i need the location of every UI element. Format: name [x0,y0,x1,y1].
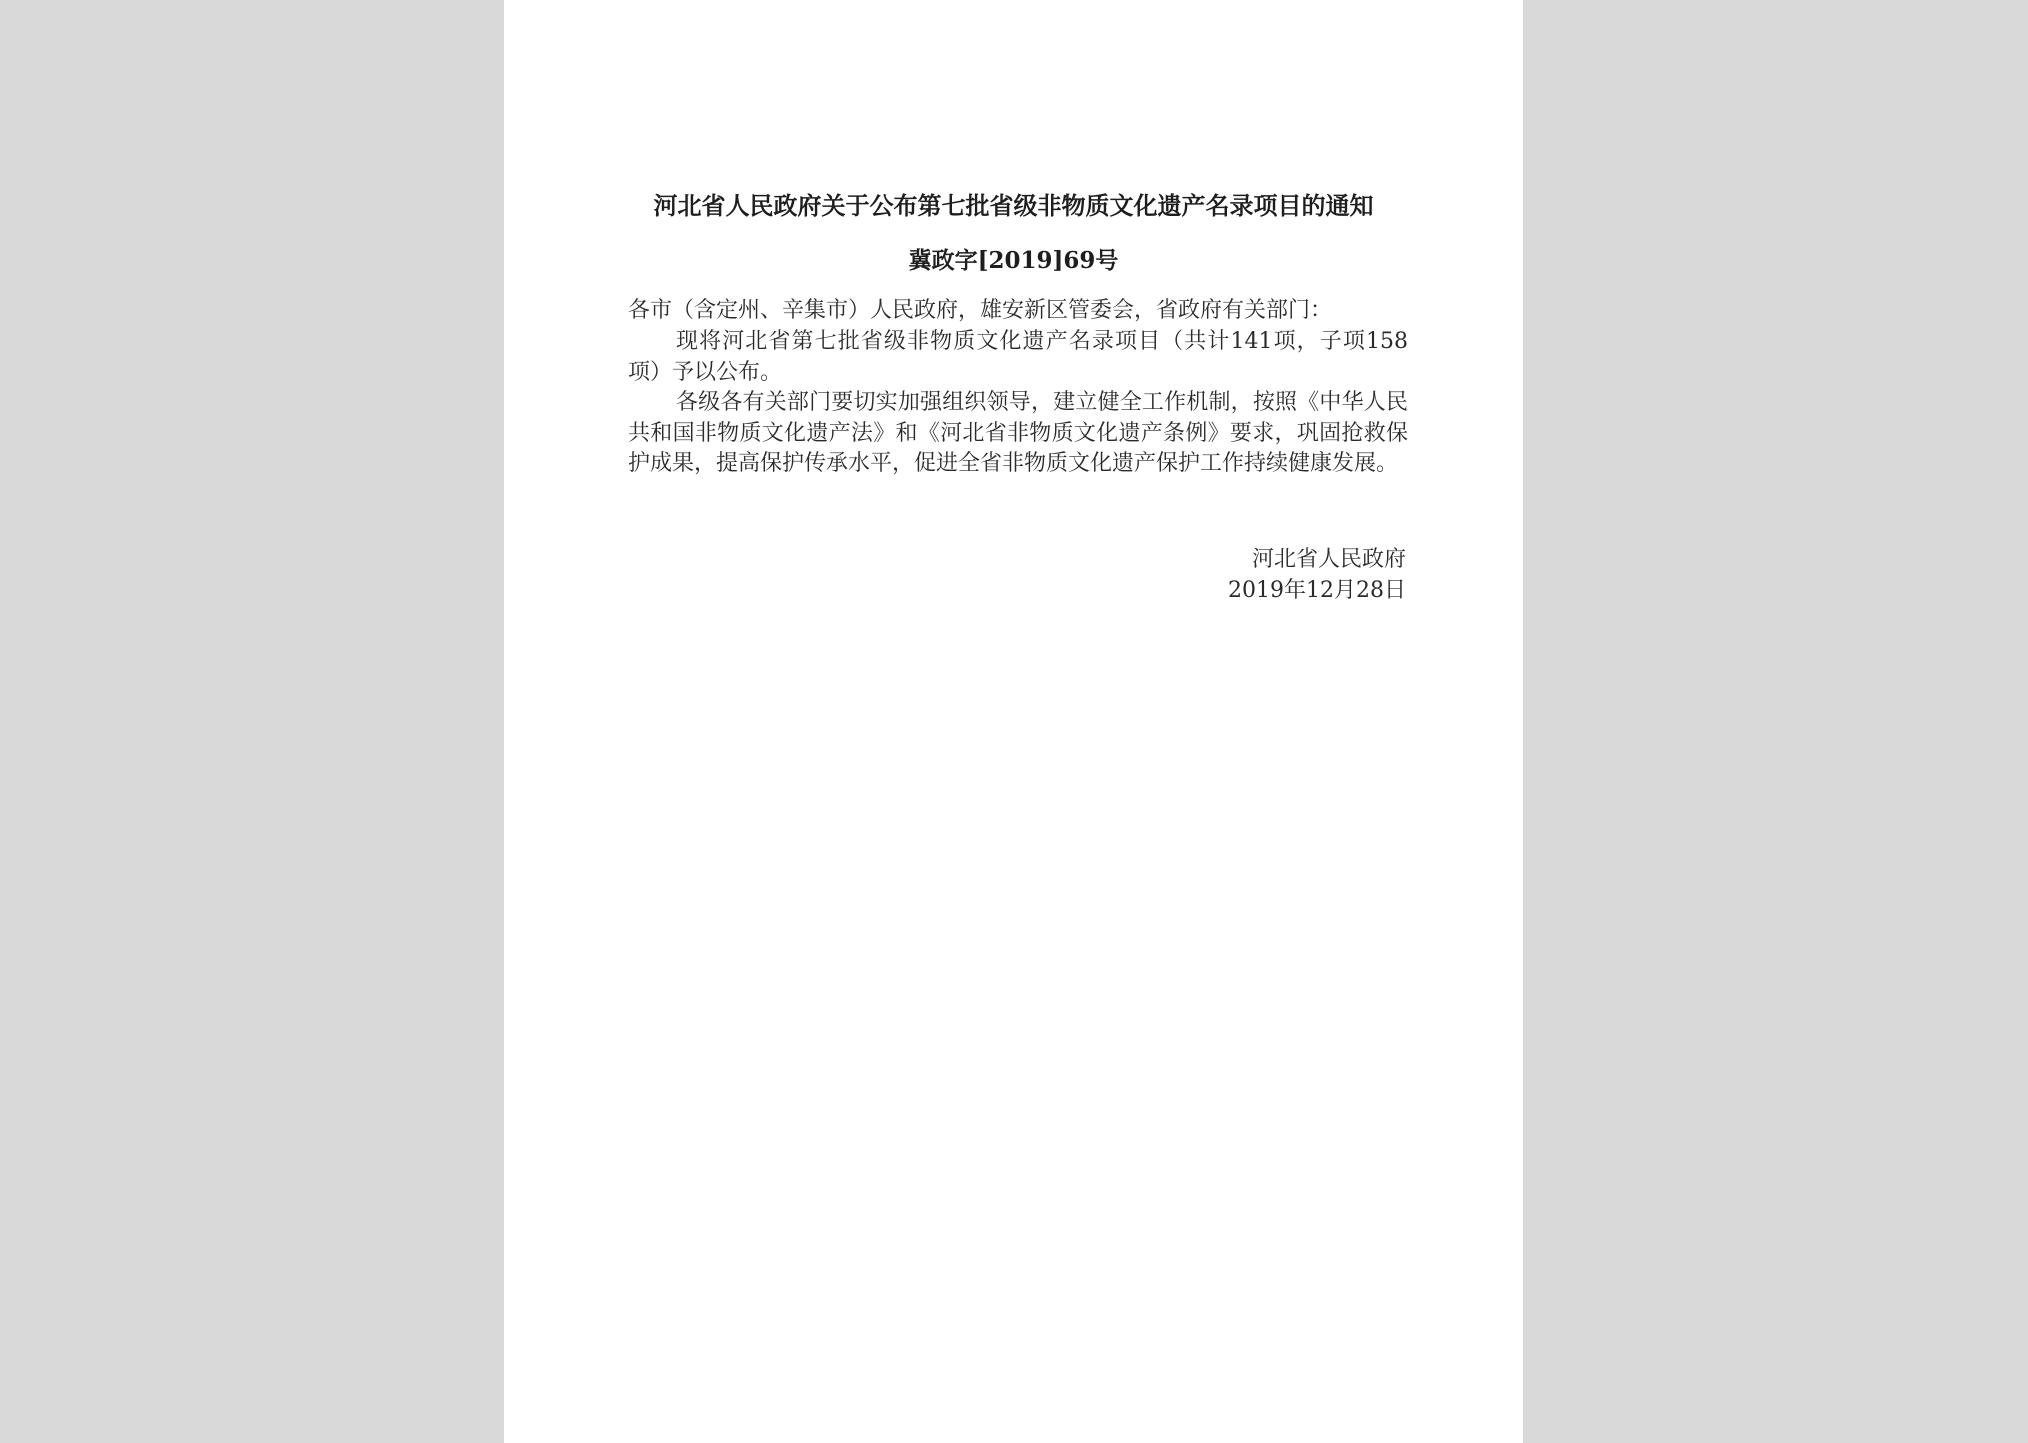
issuer-name: 河北省人民政府 [1251,547,1406,572]
document-page [504,0,1523,1443]
paragraph-requirements: 各级各有关部门要切实加强组织领导，建立健全工作机制，按照《中华人民共和国非物质文化遗产法》和《河北省非物质文化遗产条例》要求，巩固抢救保护成果，提高保护传承水平，促进全省非物质文化遗产保护工作持续健康发展。 [628,390,1408,476]
addressee: 各市（含定州、辛集市）人民政府，雄安新区管委会，省政府有关部门： [628,298,1333,323]
document-title: 河北省人民政府关于公布第七批省级非物质文化遗产名录项目的通知 [653,191,1374,220]
signature-block [1228,544,1406,606]
paragraph-announcement: 现将河北省第七批省级非物质文化遗产名录项目（共计141项，子项158项）予以公布。 [628,329,1408,385]
document-number: 冀政字[2019]69号 [908,247,1119,274]
issue-date: 2019年12月28日 [1228,578,1406,603]
